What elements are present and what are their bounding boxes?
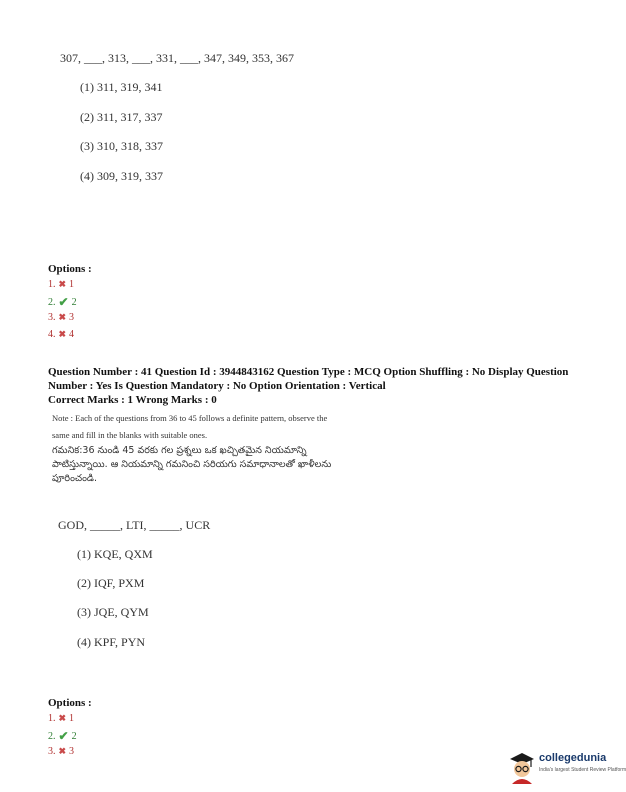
check-icon: ✔ [58,295,69,309]
cross-icon: ✖ [58,746,67,756]
question-1-choice-2: (2) 311, 317, 337 [80,110,163,124]
option-value: 3 [69,746,75,757]
options-1-item-2 [48,295,77,310]
option-value: 1 [69,279,75,290]
logo-tagline: India's largest Student Review Platform [539,767,626,773]
logo-name: collegedunia [539,752,607,764]
question-1-choice-4: (4) 309, 319, 337 [80,169,163,183]
question-2-note-line-1: Note : Each of the questions from 36 to 45 follows a definite pattern, observe the [52,413,328,423]
cross-icon: ✖ [58,279,67,289]
option-number: 1. [48,713,56,724]
question-1-choice-3: (3) 310, 318, 337 [80,139,163,153]
question-2-telugu-line-1: గమనిక:36 నుండి 45 వరకు గల ప్రశ్నలు ఒక ఖచ్చితమైన నియమాన్ని [52,445,307,456]
options-2-item-1 [48,713,74,724]
check-icon: ✔ [58,729,69,743]
option-number: 2. [48,297,56,308]
question-2-header: Question Number : 41 Question Id : 3944843162 Question Type : MCQ Option Shuffling : No Display Question Number : Yes Is Question Mandatory : No Option Orientation : Vertical [48,366,569,392]
option-value: 1 [69,713,75,724]
question-2-choice-2: (2) IQF, PXM [77,576,145,590]
option-number: 3. [48,312,56,323]
cross-icon: ✖ [58,329,67,339]
options-2-item-2 [48,729,77,744]
options-1-item-3 [48,312,74,323]
cross-icon: ✖ [58,312,67,322]
question-2-note-line-2: same and fill in the blanks with suitable ones. [52,430,208,440]
student-mascot-icon [507,750,537,784]
option-number: 4. [48,329,56,340]
question-2-choice-4: (4) KPF, PYN [77,635,146,649]
question-2-choice-1: (1) KQE, QXM [77,547,153,561]
option-value: 2 [71,731,77,742]
option-number: 3. [48,746,56,757]
option-number: 2. [48,731,56,742]
option-value: 2 [71,297,77,308]
options-1-label: Options : [48,263,92,275]
option-number: 1. [48,279,56,290]
options-2-item-3 [48,746,74,757]
question-2-marks: Correct Marks : 1 Wrong Marks : 0 [48,394,217,406]
options-1-item-4 [48,329,74,340]
cross-icon: ✖ [58,713,67,723]
question-2-telugu-line-2: పాటిస్తున్నాయి. ఆ నియమాన్ని గమనించి సరియగు సమాధానాలతో ఖాళీలను [52,459,332,470]
question-1-choice-1: (1) 311, 319, 341 [80,80,163,94]
option-value: 4 [69,329,75,340]
options-2-label: Options : [48,697,92,709]
question-2-telugu-line-3: పూరించండి. [52,473,97,484]
question-2-choice-3: (3) JQE, QYM [77,605,149,619]
collegedunia-logo [507,750,626,784]
question-1-sequence: 307, ___, 313, ___, 331, ___, 347, 349, 353, 367 [60,51,294,65]
question-2-sequence: GOD, _____, LTI, _____, UCR [58,518,211,532]
option-value: 3 [69,312,75,323]
options-1-item-1 [48,279,74,290]
